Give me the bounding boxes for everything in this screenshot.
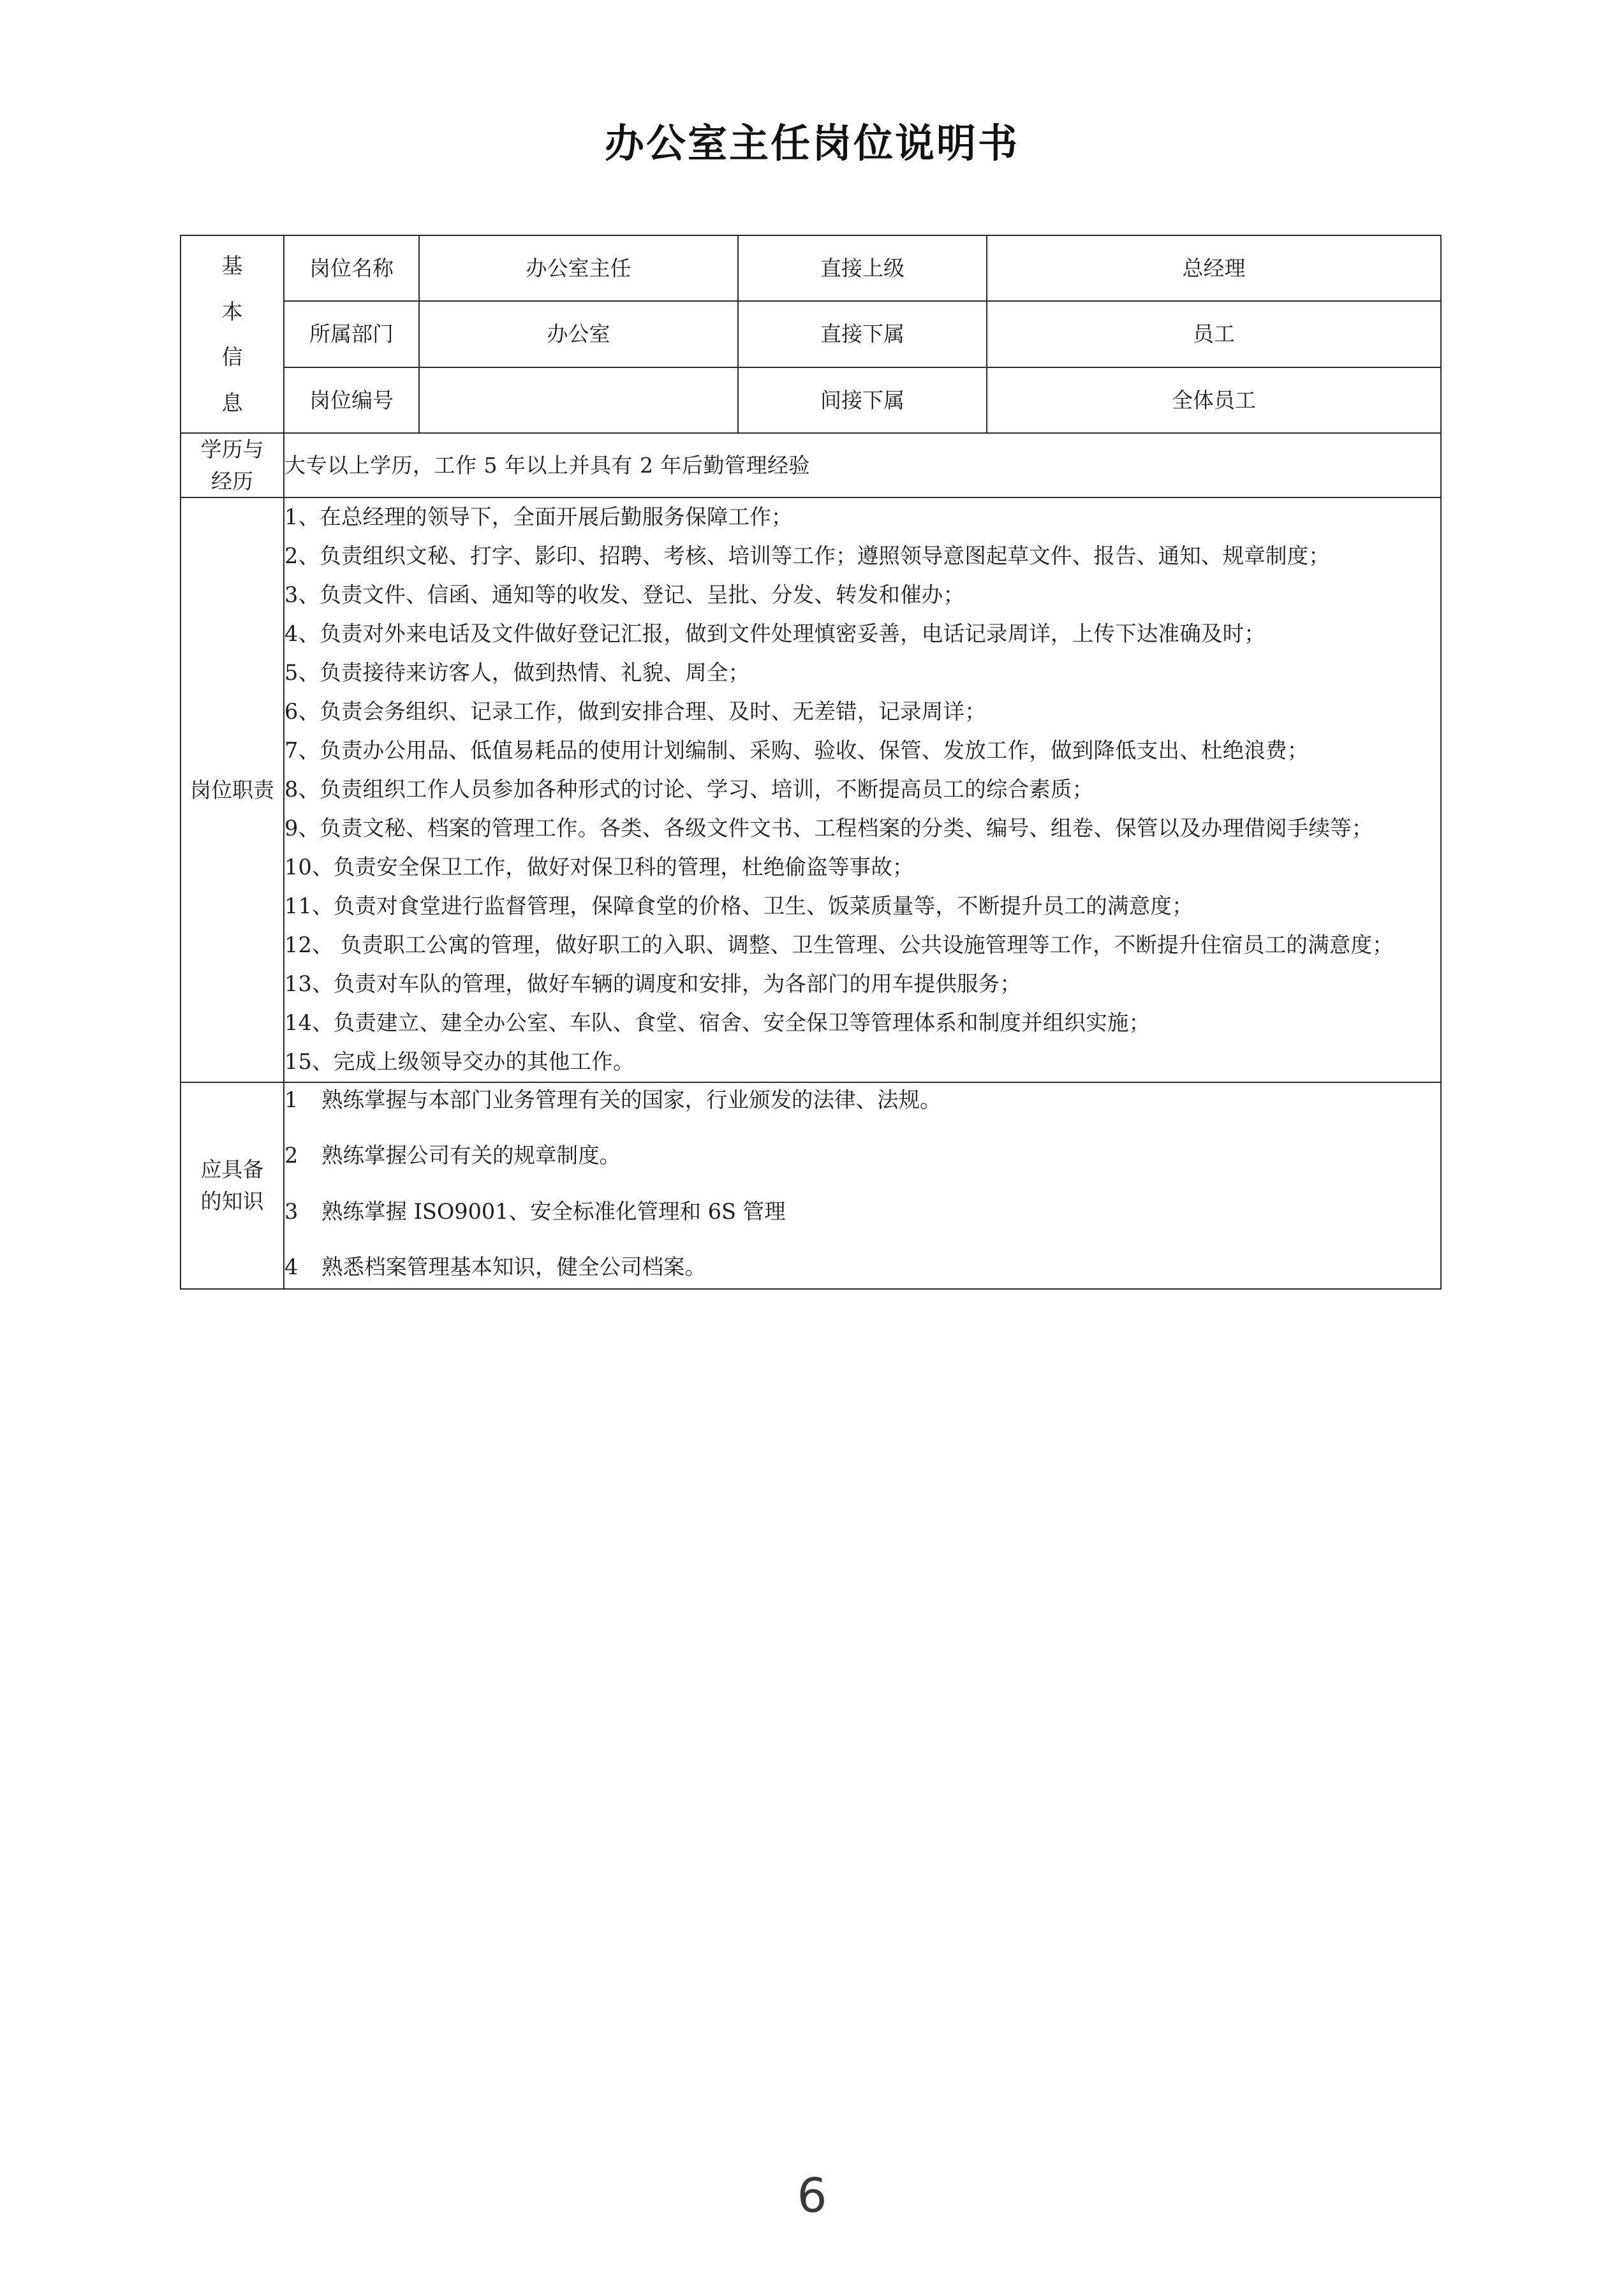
education-experience-text: 大专以上学历，工作 5 年以上并具有 2 年后勤管理经验	[284, 433, 1441, 497]
knowledge-item-number: 1	[284, 1087, 299, 1112]
field-value-department: 办公室	[419, 301, 738, 367]
duty-item: 11、负责对食堂进行监督管理，保障食堂的价格、卫生、饭菜质量等，不断提升员工的满意度；	[284, 893, 1193, 918]
duty-item: 5、负责接待来访客人，做到热情、礼貌、周全；	[284, 659, 750, 685]
section-label-job-duties: 岗位职责	[181, 497, 284, 1082]
field-label-job-title: 岗位名称	[284, 235, 419, 301]
job-duties-list	[284, 497, 1441, 1082]
section-label-basic-info	[181, 235, 284, 433]
knowledge-item-text: 熟练掌握公司有关的规章制度。	[321, 1143, 621, 1168]
table-row	[181, 433, 1441, 497]
list-item	[284, 1083, 1440, 1117]
section-label-char: 基	[221, 253, 243, 278]
page-number: 6	[797, 2168, 827, 2223]
section-label-line: 的知识	[200, 1188, 264, 1214]
field-value-job-title: 办公室主任	[419, 235, 738, 301]
knowledge-item-number: 3	[284, 1198, 299, 1224]
field-label-indirect-subordinate: 间接下属	[738, 367, 987, 433]
table-row	[181, 235, 1441, 301]
section-label-char: 息	[221, 390, 243, 415]
section-label-line: 学历与	[200, 437, 264, 462]
table-row	[181, 1082, 1441, 1289]
field-label-direct-subordinate: 直接下属	[738, 301, 987, 367]
field-value-job-code	[419, 367, 738, 433]
field-label-direct-superior: 直接上级	[738, 235, 987, 301]
list-item	[284, 1138, 1440, 1173]
duty-item: 1、在总经理的领导下，全面开展后勤服务保障工作；	[284, 504, 793, 529]
duty-item: 9、负责文秘、档案的管理工作。各类、各级文件文书、工程档案的分类、编号、组卷、保管以及办理借阅手续等；	[284, 815, 1373, 841]
duty-item: 2、负责组织文秘、打字、影印、招聘、考核、培训等工作；遵照领导意图起草文件、报告、通知、规章制度；	[284, 543, 1331, 568]
field-value-indirect-subordinate: 全体员工	[987, 367, 1441, 433]
knowledge-item-text: 熟悉档案管理基本知识，健全公司档案。	[321, 1255, 706, 1280]
knowledge-item-number: 2	[284, 1143, 299, 1168]
page-title: 办公室主任岗位说明书	[604, 120, 1019, 166]
field-value-direct-superior: 总经理	[987, 235, 1441, 301]
duty-item: 14、负责建立、建全办公室、车队、食堂、宿舍、安全保卫等管理体系和制度并组织实施；	[284, 1010, 1151, 1035]
duty-item: 15、完成上级领导交办的其他工作。	[284, 1049, 635, 1074]
section-label-line: 应具备	[200, 1157, 264, 1182]
field-label-department: 所属部门	[284, 301, 419, 367]
job-description-table	[180, 235, 1442, 1290]
duty-item: 12、 负责职工公寓的管理，做好职工的入职、调整、卫生管理、公共设施管理等工作，不断提升住宿员工的满意度；	[284, 932, 1394, 957]
field-label-job-code: 岗位编号	[284, 367, 419, 433]
table-row	[181, 301, 1441, 367]
table-row	[181, 497, 1441, 1082]
knowledge-item-text: 熟练掌握与本部门业务管理有关的国家，行业颁发的法律、法规。	[321, 1087, 941, 1112]
duty-item: 6、负责会务组织、记录工作，做到安排合理、及时、无差错，记录周详；	[284, 698, 986, 724]
list-item	[284, 1250, 1440, 1284]
list-item	[284, 1195, 1440, 1229]
section-label-char: 信	[221, 344, 243, 369]
knowledge-item-number: 4	[284, 1255, 299, 1280]
section-label-education-experience	[181, 433, 284, 497]
duty-item: 13、负责对车队的管理，做好车辆的调度和安排，为各部门的用车提供服务；	[284, 971, 1022, 996]
section-label-line: 经历	[211, 468, 253, 494]
required-knowledge-list	[284, 1082, 1441, 1289]
field-value-direct-subordinate: 员工	[987, 301, 1441, 367]
knowledge-item-text: 熟练掌握 ISO9001、安全标准化管理和 6S 管理	[321, 1198, 786, 1224]
duty-item: 4、负责对外来电话及文件做好登记汇报，做到文件处理慎密妥善，电话记录周详，上传下达准确及时；	[284, 621, 1266, 646]
duty-item: 10、负责安全保卫工作，做好对保卫科的管理，杜绝偷盗等事故；	[284, 854, 914, 879]
table-row	[181, 367, 1441, 433]
section-label-required-knowledge	[181, 1082, 284, 1289]
duty-item: 8、负责组织工作人员参加各种形式的讨论、学习、培训，不断提高员工的综合素质；	[284, 776, 1094, 802]
duty-item: 3、负责文件、信函、通知等的收发、登记、呈批、分发、转发和催办；	[284, 582, 965, 607]
duty-item: 7、负责办公用品、低值易耗品的使用计划编制、采购、验收、保管、发放工作，做到降低支出、杜绝浪费；	[284, 737, 1309, 763]
section-label-char: 本	[221, 298, 243, 324]
